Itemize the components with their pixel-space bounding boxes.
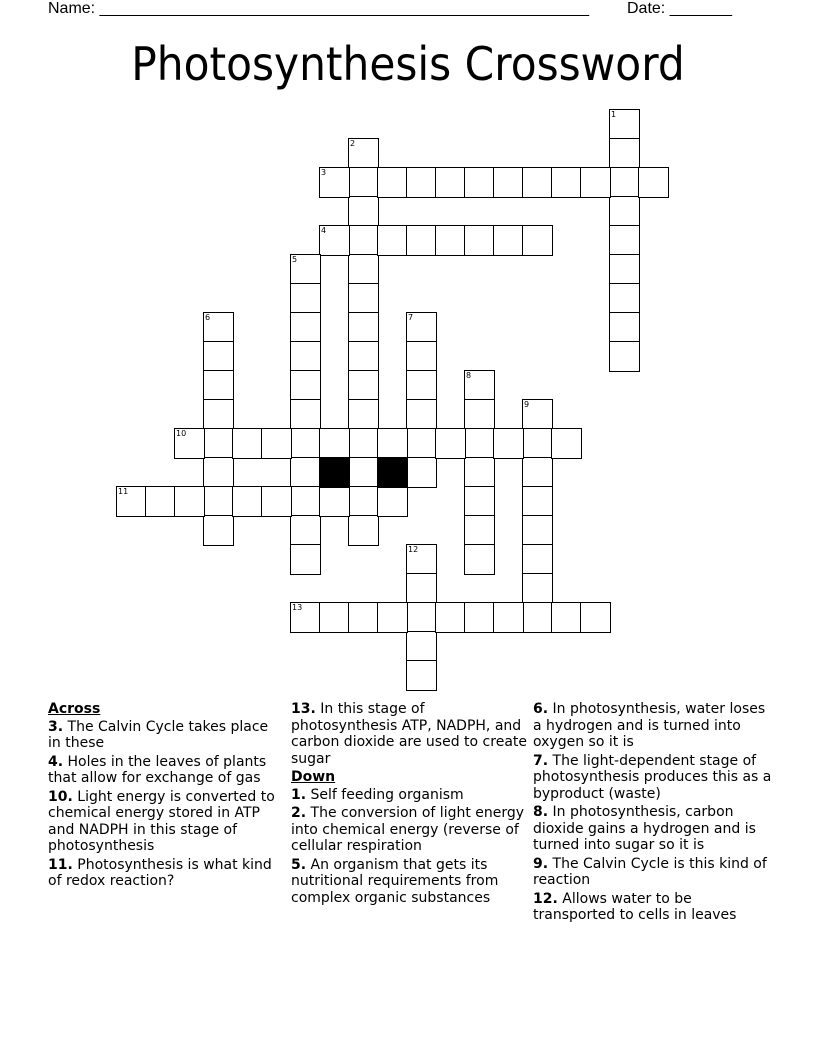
grid-cell[interactable] [435, 428, 466, 459]
grid-cell[interactable] [348, 225, 379, 256]
page-title: Photosynthesis Crossword [131, 37, 685, 91]
clue-number: 1. [291, 786, 307, 803]
grid-cell[interactable] [406, 225, 437, 256]
grid-cell[interactable] [522, 399, 553, 430]
grid-cell[interactable] [435, 167, 466, 198]
grid-cell[interactable] [377, 225, 408, 256]
clue-number-label: 6 [205, 313, 211, 322]
clue-number: 7. [533, 752, 549, 769]
grid-cell[interactable] [493, 167, 524, 198]
grid-cell[interactable] [290, 341, 321, 372]
grid-cell[interactable] [464, 457, 495, 488]
clue-down-5 [291, 857, 527, 907]
grid-cell[interactable] [319, 428, 350, 459]
grid-cell[interactable] [261, 428, 292, 459]
clue-across-11 [48, 857, 283, 890]
grid-cell[interactable] [522, 225, 553, 256]
clue-text: The conversion of light energy into chemical energy (reverse of cellular respiration [291, 805, 525, 854]
grid-cell[interactable] [522, 167, 553, 198]
grid-cell[interactable] [290, 399, 321, 430]
clue-text: Photosynthesis is what kind of redox reaction? [48, 856, 272, 889]
name-field[interactable]: Name: _______________________________________________________ [48, 0, 589, 17]
grid-cell[interactable] [580, 167, 611, 198]
grid-cell[interactable] [464, 544, 495, 575]
clue-text: The Calvin Cycle is this kind of reaction [533, 855, 767, 888]
clue-text: Light energy is converted to chemical energy stored in ATP and NADPH in this stage of photosynthesis [48, 788, 275, 854]
black-cell [319, 457, 350, 488]
clue-number-label: 3 [321, 168, 327, 177]
grid-cell[interactable] [406, 341, 437, 372]
grid-cell[interactable] [493, 428, 524, 459]
clue-number-label: 2 [350, 139, 356, 148]
grid-cell[interactable] [261, 486, 292, 517]
clue-across-3 [48, 719, 283, 752]
grid-cell[interactable] [290, 312, 321, 343]
clue-across-4 [48, 754, 283, 787]
grid-cell[interactable] [406, 399, 437, 430]
clue-down-12 [533, 891, 773, 924]
clue-number-label: 7 [408, 313, 414, 322]
grid-cell[interactable] [435, 225, 466, 256]
clues-column-3 [533, 701, 773, 926]
grid-cell[interactable] [290, 254, 321, 285]
grid-cell[interactable] [319, 167, 350, 198]
clue-text: Self feeding organism [310, 786, 464, 803]
clue-number: 12. [533, 890, 558, 907]
clue-text: The Calvin Cycle takes place in these [48, 718, 269, 751]
grid-cell[interactable] [290, 457, 321, 488]
grid-cell[interactable] [348, 457, 379, 488]
grid-cell[interactable] [522, 515, 553, 546]
grid-cell[interactable] [522, 573, 553, 604]
clue-text: An organism that gets its nutritional requirements from complex organic substances [291, 856, 499, 906]
grid-cell[interactable] [232, 486, 263, 517]
grid-cell[interactable] [609, 312, 640, 343]
grid-cell[interactable] [203, 370, 234, 401]
grid-cell[interactable] [464, 370, 495, 401]
grid-cell[interactable] [348, 341, 379, 372]
grid-cell[interactable] [464, 515, 495, 546]
grid-cell[interactable] [348, 486, 379, 517]
grid-cell[interactable] [522, 486, 553, 517]
grid-cell[interactable] [551, 602, 582, 633]
clue-text: The light-dependent stage of photosynthesis produces this as a byproduct (waste) [533, 752, 772, 802]
grid-cell[interactable] [203, 428, 234, 459]
clue-down-7 [533, 753, 773, 803]
grid-cell[interactable] [406, 428, 437, 459]
across-heading: Across [48, 701, 101, 717]
grid-cell[interactable] [174, 428, 205, 459]
grid-cell[interactable] [406, 312, 437, 343]
grid-cell[interactable] [609, 167, 640, 198]
clue-number: 6. [533, 701, 549, 717]
clue-text: Holes in the leaves of plants that allow for exchange of gas [48, 753, 267, 786]
grid-cell[interactable] [145, 486, 176, 517]
clue-number-label: 13 [292, 603, 303, 612]
grid-cell[interactable] [377, 486, 408, 517]
grid-cell[interactable] [203, 341, 234, 372]
grid-cell[interactable] [319, 225, 350, 256]
grid-cell[interactable] [609, 109, 640, 140]
clue-text: In photosynthesis, carbon dioxide gains a hydrogen and is turned into sugar so it is [533, 804, 756, 853]
grid-cell[interactable] [290, 486, 321, 517]
clue-number-label: 5 [292, 255, 298, 264]
date-field[interactable]: Date: _______ [627, 0, 732, 17]
grid-cell[interactable] [551, 167, 582, 198]
grid-cell[interactable] [609, 196, 640, 227]
clue-text: Allows water to be transported to cells in leaves [533, 890, 737, 923]
grid-cell[interactable] [406, 544, 437, 575]
grid-cell[interactable] [203, 457, 234, 488]
clue-number-label: 4 [321, 226, 327, 235]
grid-cell[interactable] [348, 428, 379, 459]
clues-column-2 [291, 701, 527, 908]
clue-down-9 [533, 856, 773, 889]
clues-column-1 [48, 701, 283, 892]
grid-cell[interactable] [348, 167, 379, 198]
grid-cell[interactable] [348, 370, 379, 401]
grid-cell[interactable] [464, 167, 495, 198]
clue-number: 11. [48, 856, 73, 873]
grid-cell[interactable] [522, 602, 553, 633]
grid-cell[interactable] [348, 602, 379, 633]
clue-number: 13. [291, 701, 316, 717]
clue-across-13 [291, 701, 527, 767]
grid-cell[interactable] [406, 167, 437, 198]
clue-number: 10. [48, 788, 73, 805]
grid-cell[interactable] [377, 602, 408, 633]
clue-number-label: 9 [524, 400, 530, 409]
grid-cell[interactable] [609, 254, 640, 285]
clue-down-1 [291, 787, 527, 804]
clue-down-8 [533, 804, 773, 854]
grid-cell[interactable] [203, 486, 234, 517]
grid-cell[interactable] [493, 225, 524, 256]
grid-cell[interactable] [551, 428, 582, 459]
grid-cell[interactable] [609, 341, 640, 372]
grid-cell[interactable] [290, 283, 321, 314]
grid-cell[interactable] [609, 283, 640, 314]
clue-text: In this stage of photosynthesis ATP, NADPH, and carbon dioxide are used to create sugar [291, 701, 527, 767]
grid-cell[interactable] [348, 283, 379, 314]
grid-cell[interactable] [290, 515, 321, 546]
clue-number: 5. [291, 856, 307, 873]
grid-cell[interactable] [290, 370, 321, 401]
grid-cell[interactable] [638, 167, 669, 198]
grid-cell[interactable] [348, 399, 379, 430]
clue-number-label: 10 [176, 429, 187, 438]
grid-cell[interactable] [464, 602, 495, 633]
grid-cell[interactable] [435, 602, 466, 633]
grid-cell[interactable] [319, 602, 350, 633]
grid-cell[interactable] [522, 544, 553, 575]
grid-cell[interactable] [232, 428, 263, 459]
grid-cell[interactable] [348, 312, 379, 343]
grid-cell[interactable] [464, 486, 495, 517]
clue-number: 2. [291, 805, 307, 821]
grid-cell[interactable] [290, 428, 321, 459]
grid-cell[interactable] [203, 515, 234, 546]
grid-cell[interactable] [493, 602, 524, 633]
grid-cell[interactable] [290, 602, 321, 633]
clue-number: 9. [533, 855, 549, 872]
grid-cell[interactable] [464, 428, 495, 459]
grid-cell[interactable] [377, 167, 408, 198]
black-cell [377, 457, 408, 488]
grid-cell[interactable] [406, 631, 437, 662]
grid-cell[interactable] [203, 312, 234, 343]
grid-cell[interactable] [406, 457, 437, 488]
grid-cell[interactable] [406, 573, 437, 604]
grid-cell[interactable] [406, 660, 437, 691]
grid-cell[interactable] [464, 225, 495, 256]
grid-cell[interactable] [348, 196, 379, 227]
grid-cell[interactable] [609, 225, 640, 256]
grid-cell[interactable] [406, 602, 437, 633]
grid-cell[interactable] [348, 138, 379, 169]
clue-number-label: 8 [466, 371, 472, 380]
grid-cell[interactable] [348, 515, 379, 546]
clue-across-10 [48, 789, 283, 855]
grid-cell[interactable] [377, 428, 408, 459]
grid-cell[interactable] [348, 254, 379, 285]
grid-cell[interactable] [319, 486, 350, 517]
grid-cell[interactable] [406, 370, 437, 401]
clue-down-6 [533, 701, 773, 751]
grid-cell[interactable] [522, 457, 553, 488]
clue-down-2 [291, 805, 527, 855]
clue-number: 4. [48, 753, 64, 770]
clue-text: In photosynthesis, water loses a hydrogen and is turned into oxygen so it is [533, 701, 766, 750]
grid-cell[interactable] [203, 399, 234, 430]
clue-number-label: 11 [118, 487, 129, 496]
grid-cell[interactable] [580, 602, 611, 633]
grid-cell[interactable] [290, 544, 321, 575]
grid-cell[interactable] [174, 486, 205, 517]
grid-cell[interactable] [522, 428, 553, 459]
clue-number: 3. [48, 718, 64, 735]
clue-number-label: 1 [611, 110, 617, 119]
grid-cell[interactable] [464, 399, 495, 430]
clue-number-label: 12 [408, 545, 419, 554]
grid-cell[interactable] [116, 486, 147, 517]
down-heading: Down [291, 769, 336, 785]
clue-number: 8. [533, 804, 549, 820]
grid-cell[interactable] [609, 138, 640, 169]
